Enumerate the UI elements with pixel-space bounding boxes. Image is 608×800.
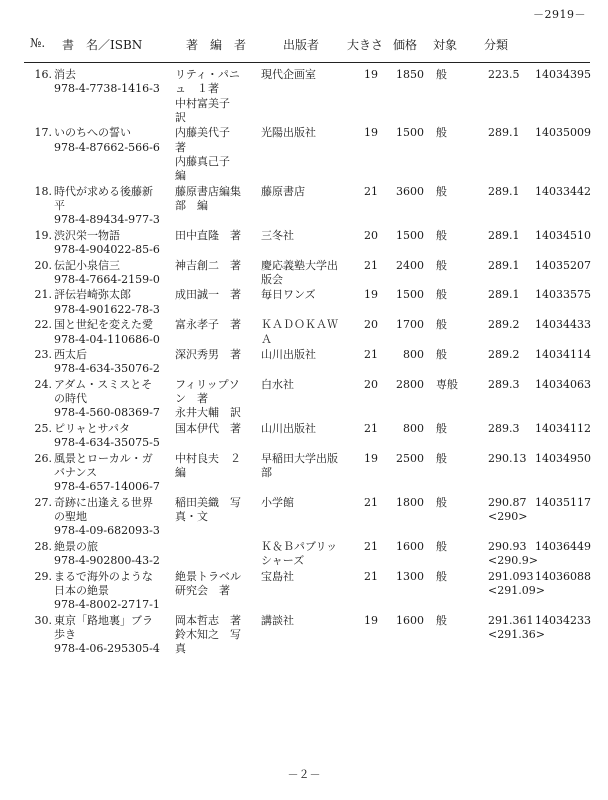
entry-title-isbn-line: 平 [54, 199, 65, 213]
entry-number: 27. [34, 495, 52, 509]
entry-classification-line: 289.1 [488, 228, 520, 242]
entry-publisher [261, 126, 316, 140]
entry-title-isbn-line: 978-4-7738-1416-3 [54, 82, 160, 96]
entry-classification-line: 289.3 [488, 421, 520, 435]
table-header [0, 36, 608, 58]
entry-classification-line: 289.1 [488, 258, 520, 272]
entry-author-line: 真・文 [175, 510, 208, 524]
entry-title-isbn-line: 978-4-87662-566-6 [54, 140, 160, 154]
entry-target: 般 [436, 68, 447, 81]
entry-code: 14035009 [535, 126, 591, 140]
book-entry [0, 496, 608, 540]
entry-author [175, 614, 241, 657]
entry-publisher [261, 68, 316, 82]
entry-author-line: 内藤美代子 [175, 126, 230, 140]
entry-author-line: 鈴木知之 写 [175, 628, 241, 642]
entry-classification-line: <291.09> [488, 584, 545, 598]
entry-price: 800 [403, 348, 424, 362]
entry-author-line: 編 [175, 466, 186, 480]
entry-number: 26. [34, 451, 52, 465]
entry-number: 20. [34, 258, 52, 272]
entry-target: 般 [436, 318, 447, 332]
entry-title-isbn [54, 348, 160, 377]
entry-number: 30. [34, 613, 52, 627]
entry-publisher-line: 宝島社 [261, 569, 294, 583]
entry-code: 14034433 [535, 318, 591, 332]
entry-classification-line: <290.9> [488, 554, 538, 568]
entry-title-isbn [54, 496, 160, 539]
entry-number: 21. [34, 288, 52, 302]
entry-classification-line: <291.36> [488, 628, 545, 642]
entry-classification-line: 291.361 [488, 613, 534, 627]
entry-code: 14035117 [535, 495, 591, 509]
entry-code: 14033575 [535, 288, 591, 302]
entry-size: 21 [364, 539, 378, 553]
book-entry [0, 540, 608, 570]
entry-code: 14034233 [535, 613, 591, 627]
entry-publisher-line: 藤原書店 [261, 184, 305, 198]
entry-author-line: 真 [175, 642, 186, 656]
entry-title-isbn-line: 日本の絶景 [54, 584, 109, 598]
entry-title-isbn-line: アダム・スミスとそ [54, 377, 153, 391]
entry-publisher [261, 540, 337, 569]
entry-publisher-line: シャーズ [261, 554, 305, 568]
entry-title-isbn-line: バナンス [54, 466, 98, 480]
entry-author [175, 288, 241, 302]
entry-number: 25. [34, 421, 52, 435]
header-publisher: 出版者 [283, 38, 320, 52]
entry-author [175, 422, 241, 436]
entry-title-isbn [54, 68, 160, 97]
header-no: №. [30, 36, 46, 50]
entry-title-isbn-line: ピリャとサパタ [54, 421, 131, 435]
entry-publisher [261, 318, 338, 347]
entry-publisher [261, 229, 294, 243]
entry-classification-line: 290.93 [488, 539, 527, 553]
entry-classification [488, 348, 520, 362]
entry-title-isbn [54, 259, 160, 288]
entry-publisher [261, 288, 316, 302]
entry-publisher [261, 378, 294, 392]
entry-title-isbn-line: 978-4-634-35076-2 [54, 362, 160, 376]
entry-title-isbn-line: 978-4-06-295305-4 [54, 642, 160, 656]
header-price: 価格 [393, 38, 418, 52]
header-divider [24, 62, 590, 63]
header-title-isbn: 書 名／ISBN [62, 38, 143, 52]
entry-classification-line: 289.2 [488, 348, 520, 362]
entry-classification [488, 378, 520, 392]
entry-author-line: 藤原書店編集 [175, 184, 241, 198]
entry-size: 19 [364, 68, 378, 81]
entry-title-isbn-line: 978-4-901622-78-3 [54, 302, 160, 316]
entry-title-isbn [54, 452, 160, 495]
entry-author [175, 318, 241, 332]
entry-classification [488, 288, 520, 302]
entry-title-isbn-line: の聖地 [54, 510, 87, 524]
entry-author-line: 絶景トラベル [175, 569, 241, 583]
entry-price: 1850 [396, 68, 424, 81]
entry-size: 21 [364, 258, 378, 272]
entry-author [175, 185, 241, 214]
header-size: 大きさ [347, 38, 384, 52]
entry-title-isbn-line: 978-4-04-110686-0 [54, 332, 160, 346]
entry-publisher [261, 496, 294, 510]
entry-author-line: 著 [175, 140, 186, 154]
entry-classification-line: 223.5 [488, 68, 520, 81]
entry-price: 2400 [396, 258, 424, 272]
entry-title-isbn-line: 絶景の旅 [54, 539, 98, 553]
entry-author-line: 富永孝子 著 [175, 318, 241, 332]
entry-title-isbn [54, 540, 160, 569]
entry-author-line: ン 著 [175, 392, 208, 406]
entry-publisher [261, 185, 305, 199]
entry-classification-line: 289.1 [488, 184, 520, 198]
entry-title-isbn-line: いのちへの誓い [54, 126, 131, 140]
entry-size: 21 [364, 184, 378, 198]
entry-target: 般 [436, 228, 447, 242]
entry-price: 2500 [396, 451, 424, 465]
entry-size: 21 [364, 348, 378, 362]
entry-classification-line: 291.093 [488, 569, 534, 583]
entry-price: 1600 [396, 539, 424, 553]
entry-size: 19 [364, 613, 378, 627]
entry-number: 28. [34, 539, 52, 553]
entry-code: 14035207 [535, 258, 591, 272]
entry-title-isbn-line: 978-4-89434-977-3 [54, 213, 160, 227]
entry-publisher-line: 現代企画室 [261, 68, 316, 81]
entry-publisher-line: 部 [261, 466, 272, 480]
book-entry [0, 185, 608, 229]
entry-publisher-line: 小学館 [261, 495, 294, 509]
entry-number: 22. [34, 318, 52, 332]
entry-number: 23. [34, 348, 52, 362]
entry-price: 1800 [396, 495, 424, 509]
entry-author [175, 68, 240, 125]
entry-target: 般 [436, 348, 447, 362]
entry-code: 14034112 [535, 421, 591, 435]
entry-target: 般 [436, 258, 447, 272]
entry-number: 24. [34, 377, 52, 391]
entry-author-line: リティ・パニ [175, 68, 240, 81]
entry-author [175, 496, 241, 525]
book-entry [0, 229, 608, 259]
entry-size: 20 [364, 318, 378, 332]
entry-classification [488, 68, 520, 82]
entry-classification-line: 289.1 [488, 288, 520, 302]
entry-author [175, 452, 241, 481]
entry-author [175, 570, 241, 599]
entry-title-isbn-line: 東京「路地裏」ブラ [54, 613, 153, 627]
entry-publisher-line: ＫＡＤＯＫＡＷ [261, 318, 338, 332]
entry-price: 800 [403, 421, 424, 435]
book-entry [0, 570, 608, 614]
entry-author-line: 内藤真己子 [175, 154, 230, 168]
entry-target: 般 [436, 613, 447, 627]
entry-code: 14034114 [535, 348, 591, 362]
entry-size: 21 [364, 569, 378, 583]
entry-title-isbn-line: 978-4-657-14006-7 [54, 480, 160, 494]
entry-author [175, 378, 241, 421]
header-author: 著 編 者 [186, 38, 247, 52]
entry-classification-line: 289.3 [488, 377, 520, 391]
book-entry [0, 288, 608, 318]
entry-publisher-line: 山川出版社 [261, 348, 316, 362]
entry-title-isbn-line: 978-4-904022-85-6 [54, 243, 160, 257]
book-entry [0, 614, 608, 658]
entry-publisher-line: 版会 [261, 272, 283, 286]
entry-classification-line: 289.1 [488, 126, 520, 140]
book-entry [0, 348, 608, 378]
entry-classification-line: 290.87 [488, 495, 527, 509]
entry-target: 般 [436, 539, 447, 553]
entry-title-isbn-line: 978-4-902800-43-2 [54, 554, 160, 568]
entry-target: 専般 [436, 377, 458, 391]
entry-size: 20 [364, 377, 378, 391]
entry-title-isbn [54, 318, 160, 347]
entry-classification [488, 496, 527, 525]
entry-author-line: 研究会 著 [175, 584, 230, 598]
entry-classification-line: 289.2 [488, 318, 520, 332]
entry-target: 般 [436, 495, 447, 509]
entry-author-line: 田中直隆 著 [175, 228, 241, 242]
entry-author-line: 岡本哲志 著 [175, 613, 241, 627]
entry-code: 14036088 [535, 569, 591, 583]
entry-target: 般 [436, 569, 447, 583]
entry-title-isbn [54, 126, 160, 155]
entry-publisher-line: 慶応義塾大学出 [261, 258, 338, 272]
entry-price: 2800 [396, 377, 424, 391]
book-entry [0, 452, 608, 496]
book-entry [0, 422, 608, 452]
entry-code: 14034395 [535, 68, 591, 81]
entry-classification [488, 452, 527, 466]
entry-classification [488, 259, 520, 273]
entry-price: 1600 [396, 613, 424, 627]
entry-author-line: 深沢秀男 著 [175, 348, 241, 362]
entry-title-isbn-line: の時代 [54, 392, 87, 406]
entry-title-isbn-line: 国と世紀を変えた愛 [54, 318, 153, 332]
entry-number: 29. [34, 569, 52, 583]
entry-author-line: 永井大輔 訳 [175, 406, 241, 420]
entry-author-line: 中村富美子 [175, 96, 230, 110]
entry-title-isbn-line: 978-4-09-682093-3 [54, 524, 160, 538]
entry-author-line: 成田誠一 著 [175, 288, 241, 302]
entry-number: 19. [34, 228, 52, 242]
entry-classification [488, 540, 538, 569]
entry-title-isbn-line: 奇跡に出逢える世界 [54, 495, 153, 509]
header-classification: 分類 [484, 38, 509, 52]
entry-publisher-line: 講談社 [261, 613, 294, 627]
entry-author-line: 編 [175, 169, 186, 183]
entry-number: 18. [34, 184, 52, 198]
entry-size: 19 [364, 451, 378, 465]
entry-size: 19 [364, 288, 378, 302]
entry-author-line: 訳 [175, 110, 186, 124]
entry-title-isbn [54, 378, 160, 421]
entry-price: 1700 [396, 318, 424, 332]
entry-code: 14034510 [535, 228, 591, 242]
entry-classification-line: <290> [488, 510, 528, 524]
entry-price: 3600 [396, 184, 424, 198]
header-target: 対象 [433, 38, 458, 52]
entry-title-isbn-line: 978-4-7664-2159-0 [54, 272, 160, 286]
entry-author [175, 259, 241, 273]
entry-title-isbn [54, 570, 160, 613]
entry-classification [488, 185, 520, 199]
entry-size: 19 [364, 126, 378, 140]
entry-author [175, 229, 241, 243]
entry-target: 般 [436, 451, 447, 465]
entry-number: 17. [34, 126, 52, 140]
book-entry [0, 318, 608, 348]
entry-author-line: 中村良夫 ２ [175, 451, 241, 465]
entry-target: 般 [436, 184, 447, 198]
entry-classification-line: 290.13 [488, 451, 527, 465]
entry-target: 般 [436, 126, 447, 140]
entry-author [175, 348, 241, 362]
entry-classification [488, 422, 520, 436]
entry-title-isbn-line: 時代が求める後藤新 [54, 184, 153, 198]
entry-publisher-line: 早稲田大学出版 [261, 451, 338, 465]
entry-publisher-line: 光陽出版社 [261, 126, 316, 140]
entry-code: 14034950 [535, 451, 591, 465]
entry-publisher [261, 452, 338, 481]
entry-title-isbn [54, 229, 160, 258]
entry-publisher [261, 614, 294, 628]
book-entry [0, 68, 608, 126]
entry-author-line: 神吉創二 著 [175, 258, 241, 272]
entry-price: 1500 [396, 288, 424, 302]
entry-classification [488, 229, 520, 243]
book-entry [0, 378, 608, 422]
catalog-page-marker: －2919－ [533, 8, 586, 21]
entry-price: 1500 [396, 228, 424, 242]
entry-publisher [261, 259, 338, 288]
footer-page-number: －２－ [287, 768, 321, 781]
entry-publisher-line: 三冬社 [261, 228, 294, 242]
entry-target: 般 [436, 421, 447, 435]
entry-publisher-line: 毎日ワンズ [261, 288, 316, 302]
entry-size: 21 [364, 495, 378, 509]
entry-title-isbn-line: 伝記小泉信三 [54, 258, 120, 272]
entry-publisher-line: Ｋ＆Ｂパブリッ [261, 539, 338, 553]
entry-size: 20 [364, 228, 378, 242]
entry-author [175, 126, 230, 183]
entry-title-isbn-line: 978-4-8002-2717-1 [54, 598, 160, 612]
entry-title-isbn [54, 614, 160, 657]
entry-author-line: 部 編 [175, 199, 208, 213]
entry-publisher-line: Ａ [261, 332, 272, 346]
entry-title-isbn-line: まるで海外のような [54, 569, 153, 583]
entry-title-isbn [54, 422, 160, 451]
entry-title-isbn-line: 消去 [54, 68, 76, 81]
entry-title-isbn [54, 185, 160, 228]
entry-publisher [261, 570, 294, 584]
entry-code: 14036449 [535, 539, 591, 553]
entry-author-line: ュ １著 [175, 82, 219, 96]
entry-publisher-line: 山川出版社 [261, 421, 316, 435]
entry-title-isbn-line: 歩き [54, 628, 76, 642]
entry-classification [488, 126, 520, 140]
entry-title-isbn-line: 評伝岩崎弥太郎 [54, 288, 131, 302]
book-entry [0, 126, 608, 184]
entry-classification [488, 318, 520, 332]
entry-price: 1300 [396, 569, 424, 583]
entry-size: 21 [364, 421, 378, 435]
entry-title-isbn-line: 西太后 [54, 348, 87, 362]
entry-author-line: 国本伊代 著 [175, 421, 241, 435]
entry-title-isbn [54, 288, 160, 317]
entry-author-line: フィリップソ [175, 377, 240, 391]
entry-title-isbn-line: 978-4-634-35075-5 [54, 436, 160, 450]
entry-title-isbn-line: 978-4-560-08369-7 [54, 406, 160, 420]
entry-code: 14034063 [535, 377, 591, 391]
entry-number: 16. [34, 68, 52, 81]
entry-target: 般 [436, 288, 447, 302]
entry-code: 14033442 [535, 184, 591, 198]
book-entry [0, 259, 608, 289]
entry-publisher [261, 422, 316, 436]
entry-title-isbn-line: 渋沢栄一物語 [54, 228, 120, 242]
book-list [0, 68, 608, 658]
entry-publisher-line: 白水社 [261, 377, 294, 391]
entry-publisher [261, 348, 316, 362]
entry-title-isbn-line: 風景とローカル・ガ [54, 451, 153, 465]
entry-price: 1500 [396, 126, 424, 140]
entry-author-line: 稲田美織 写 [175, 495, 241, 509]
